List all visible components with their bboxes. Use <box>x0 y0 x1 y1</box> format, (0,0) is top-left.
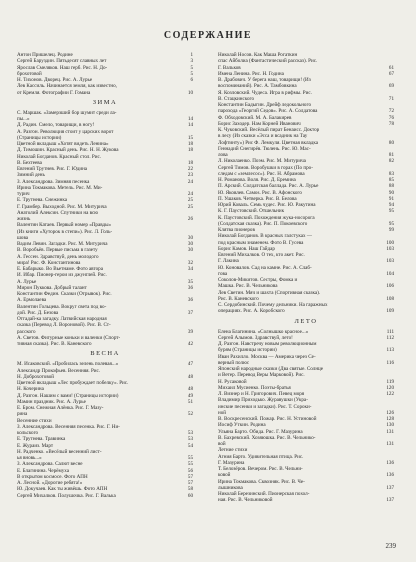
entry-page: 57 <box>187 480 193 486</box>
entry-title: З. Александрова. Салют весне <box>17 461 83 468</box>
entry-title: Мирон Пуккова. Добрый талант <box>17 284 87 291</box>
section-heading: ЛЕТО <box>294 317 318 325</box>
entry-page: 137 <box>386 497 394 504</box>
entry-page: 71 <box>388 95 394 102</box>
entry-page: 42 <box>187 341 193 347</box>
entry-title: Ирина Токмакова. Метель. Рис. М. Ми- <box>17 184 103 191</box>
entry-title: Н. Доброхотовой <box>17 373 54 380</box>
entry-title: вой <box>218 441 226 447</box>
entry-title: Мамин праздник. Рис. А. Лурье <box>17 398 86 405</box>
entry-page: 5 <box>190 64 193 71</box>
entry-page: 14 <box>187 122 193 129</box>
entry-title: сказка (Перевод Л. Вороновой). Рис. В. Ст- <box>17 322 111 329</box>
entry-title: от Кремля. Фотографии Г. Гомана <box>17 89 91 96</box>
entry-title: Вадим Левин. Загадки. Рис. М. Митурича <box>17 241 108 247</box>
entry-page: 32 <box>187 259 193 266</box>
entry-title: Иван Рахилло. Москва — Америка через Се- <box>218 353 316 360</box>
entry-page: 116 <box>386 359 394 366</box>
entry-page: 90 <box>388 189 394 196</box>
entry-page: 95 <box>388 220 394 227</box>
entry-title: Сергей Баруздин. Пятьдесят славных лет <box>17 58 107 65</box>
entry-title: З. Александрова. Зимняя песенка <box>17 178 90 185</box>
entry-page: 23 <box>187 172 193 179</box>
entry-title: Д. Разгон. Навстречу новым революционным <box>218 341 317 347</box>
entry-title: операциях. Рис. А. Коробского <box>218 308 285 315</box>
entry-title: следам с «землесос»). Рис. Н. Абрамова <box>218 170 305 177</box>
entry-title: А. Светов. Фигурные коньки и валенки (Спорт- <box>17 334 121 341</box>
entry-title: Д. Тимошин. Красный день. Рис. Н. Н. Жукова <box>17 147 119 154</box>
entry-page: 112 <box>386 334 394 341</box>
entry-title: Юрий Коваль. Семь чудес. Рис. Ю. Ракутина <box>218 202 316 208</box>
entry-title: Я. Козловский. Чудеса. Игра в рифмы. Рис. <box>218 89 312 96</box>
entry-title: Ульяна Барто. Обида. Рис. Г. Мазурина <box>218 428 303 435</box>
entry-page: 3 <box>190 58 193 65</box>
entry-title: С. Сердобинский. Почему дельники. На гаражных <box>218 302 328 308</box>
entry-title: расского <box>17 328 36 335</box>
entry-title: Зимний день <box>17 172 45 179</box>
entry-page: 30 <box>187 234 193 241</box>
entry-title: А. Лурье <box>17 278 37 285</box>
entry-title: Т. Белозёров. Вечером. Рис. В. Чельни- <box>218 466 303 472</box>
entry-page: 6 <box>190 77 193 83</box>
entry-page: 76 <box>388 114 394 121</box>
entry-title: Весенние стихи <box>17 417 52 424</box>
entry-page: 136 <box>386 459 394 466</box>
entry-title: Г. Лакина <box>218 258 239 265</box>
entry-title: Николай Богданов. В красных галстуках — <box>218 233 312 240</box>
entry-title: П. Ушаков. Четверка. Рис. В. Белова <box>218 195 297 202</box>
entry-page: 104 <box>386 270 394 277</box>
entry-title: ья вновь...» <box>17 455 42 461</box>
entry-title: И. Ибар. Пионер-герои из джунглей. Рис. <box>17 272 107 279</box>
contents-entry <box>218 308 394 314</box>
entry-page: 48 <box>187 373 193 380</box>
entry-title: В открытом космосе. Фото АПН <box>17 473 88 480</box>
entry-title: П. Арский. Солдатская баллада. Рис. А. Лурье <box>218 183 319 190</box>
section-heading: ЗИМА <box>92 98 118 106</box>
entry-title: Н. Тихонов. Дворец. Рис. А. Лурье <box>17 77 93 83</box>
entry-title: Г. Вальков <box>218 64 241 71</box>
entry-page: 91 <box>388 195 394 202</box>
entry-title: парохода «Георгий Седов». Рис. А. Солдатова <box>218 108 318 115</box>
entry-title: Соколов-Микитов. Сестры, Фомка и <box>218 277 298 283</box>
entry-title: Анатолий Алексин. Спутники на всю <box>17 209 99 216</box>
entry-title: Антон Пришелец. Родине <box>17 52 73 58</box>
entry-page: 120 <box>386 384 394 391</box>
entry-title: под красным знаменем. Фото В. Гусева <box>218 239 304 246</box>
entry-title: Ю. Коновалов. Сад на камне. Рис. А. Слаб- <box>218 264 312 271</box>
contents-entry <box>218 497 394 503</box>
entry-page: 25 <box>187 203 193 210</box>
entry-title: пы...» <box>17 116 30 122</box>
entry-page: 18 <box>187 141 193 147</box>
entry-title: К. Г. Паустовский. Отшельник <box>218 208 285 215</box>
entry-page: 25 <box>187 197 193 204</box>
entry-title: Н. Радченко. «Весёлый весенний лист- <box>17 448 102 455</box>
entry-title: В. Бехтеева <box>17 159 42 166</box>
entry-page: 100 <box>386 239 394 246</box>
entry-page: 108 <box>386 295 394 302</box>
entry-title: В. Бахревский. Хозяюшка. Рис. В. Чельнико- <box>218 434 316 441</box>
entry-page: 128 <box>386 416 394 422</box>
entry-page: 99 <box>388 227 394 233</box>
entry-title: К. Чуковский. Весёлый пират Бенаисс. Доктор <box>218 127 320 133</box>
entry-title: Лев Светин. Мяч и шахта (Спортивная сказка). <box>218 289 321 296</box>
entry-title: А. Гессен. Здравствуй, день молодого <box>17 253 99 260</box>
entry-page: 72 <box>388 108 394 115</box>
entry-page: 94 <box>388 202 394 208</box>
entry-title: брохотовой <box>17 70 42 77</box>
entry-title: Е. Благинина. Черёмуха <box>17 467 70 474</box>
entry-title: шова <box>17 234 29 241</box>
entry-page: 37 <box>187 309 193 316</box>
entry-title: Д. Разгон. Нашим с вами! (Страницы истории) <box>17 392 119 399</box>
entry-page: 18 <box>187 147 193 154</box>
entry-title: Борис Камов. Наш Гайдар <box>218 245 275 252</box>
entry-page: 54 <box>187 442 193 449</box>
entry-page: 81 <box>388 152 394 158</box>
entry-title: Лофтинту») Рис Ф. Лемкуля. Цветная вкладка <box>218 139 319 146</box>
entry-title: Рис. В. Каневского <box>218 295 259 302</box>
contents-entry <box>17 493 193 499</box>
entry-title: Евгений Трутнев. Рис. Г. Юдина <box>17 166 88 172</box>
entry-title: турич <box>17 191 30 197</box>
entry-title: (Из книги «Хуторок в степи»). Рис. Л. Голь- <box>17 228 113 235</box>
entry-title: Е. Трутнева. Снежинка <box>17 197 67 204</box>
entry-title: Е. Бабарыко. Во Вьетнаме. Фото автора <box>17 266 103 272</box>
entry-page: 48 <box>187 386 193 393</box>
entry-title: Л. Николаенко. Поэм. Рис. М. Митурича <box>218 158 306 165</box>
entry-page: 78 <box>388 120 394 127</box>
entry-page: 24 <box>187 191 193 197</box>
entry-page: 103 <box>386 245 394 252</box>
entry-page: 80 <box>388 139 394 146</box>
entry-page: 69 <box>388 83 394 90</box>
entry-page: 131 <box>386 441 394 447</box>
entry-page: 30 <box>187 241 193 247</box>
entry-title: Н. Кочерина <box>17 386 44 393</box>
entry-title: Николай Носов. Как Маша Рогаткин <box>218 52 298 58</box>
page-title: СОДЕРЖАНИЕ <box>163 30 253 41</box>
entry-page: 130 <box>386 422 394 429</box>
entry-title: (Страницы истории) <box>17 134 62 141</box>
entry-title: ная. Рис. В. Чельниковой <box>218 497 273 504</box>
entry-title: Цветной вкладыш «Хотят видеть Ленина» <box>17 141 109 147</box>
entry-title: Машка. Рис. В. Чельникова <box>218 283 278 290</box>
entry-page: 83 <box>388 170 394 177</box>
entry-title: жизнь <box>17 216 31 222</box>
entry-title: Д. Радин. Смело, товарищи, в ногу! <box>17 122 95 129</box>
entry-page: 56 <box>187 467 193 474</box>
entry-page: 39 <box>187 328 193 335</box>
entry-title: Николай Березинский. Пионерская похол- <box>218 491 310 497</box>
entry-title: (Солдатская сказка). Рис. П. Покоевского <box>218 220 308 227</box>
entry-title: К. Паустовский. Похождения жука-носорога <box>218 214 315 221</box>
entry-title: Агния Барто. Удивительная птица. Рис. <box>218 453 304 460</box>
entry-title: М. Исаковский. «Пробилась зелень полевая...» <box>17 361 119 368</box>
entry-page: 26 <box>187 216 193 222</box>
entry-title: В. Стацкинского <box>218 95 255 102</box>
entry-title: воспоминаний). Рис. А. Тамбовкина <box>218 83 297 90</box>
entry-title: В. Воробьёв. Первые письма в газету <box>17 247 98 254</box>
entry-page: 111 <box>386 328 394 335</box>
entry-page: 55 <box>187 461 193 468</box>
entry-title: Николай Богданов. Красный стол. Рис. <box>17 153 101 160</box>
entry-page: 85 <box>388 177 394 183</box>
entry-page: 24 <box>187 178 193 185</box>
entry-page: 103 <box>386 258 394 265</box>
contents-entry <box>17 90 193 96</box>
entry-title: В. Воскресенский. Пожар. Рис. Н. Устиновой <box>218 416 317 422</box>
entry-page: 61 <box>388 64 394 71</box>
entry-page: 34 <box>187 266 193 272</box>
entry-title: Е. Жураиз. Март <box>17 442 54 449</box>
entry-title: Н. Русаковой <box>218 378 247 385</box>
entry-title: ной <box>218 409 226 416</box>
entry-page: 126 <box>386 409 394 416</box>
entry-title: Лев Кассиль. Начинается земля, как известно, <box>17 83 117 90</box>
entry-page: 57 <box>187 473 193 480</box>
entry-title: Елена Благинина. «Солнышко красное...» <box>218 328 309 335</box>
entry-page: 113 <box>386 347 394 354</box>
entry-title: лова <box>218 152 228 158</box>
entry-title: гова <box>218 270 228 277</box>
entry-title: Александр Прокофьев. Весенняя. Рис. <box>17 367 101 374</box>
entry-page: 136 <box>386 472 394 479</box>
entry-title: А. Ермолаева <box>17 297 47 304</box>
entry-page: 18 <box>187 159 193 166</box>
entry-title: Сергей Михалков. Полушочка. Рис. Г. Валька <box>17 492 116 499</box>
entry-page: 52 <box>187 411 193 418</box>
entry-page: 55 <box>187 455 193 461</box>
entry-title: Ю. Докучаев. Как ты живёшь. Фото АПН <box>17 486 108 493</box>
entry-title: в лесу (Из сказки «Эсса и всадник на Тау <box>218 133 308 140</box>
entry-page: 49 <box>187 392 193 399</box>
entry-title: ковой <box>218 472 231 479</box>
section-heading: ВЕСНА <box>90 350 120 358</box>
entry-title: спас Айболиа (Фантастический рассказ). Рис. <box>218 58 318 65</box>
entry-title: З. Александрова. Весенняя песенка. Рис. Г. Ни- <box>17 423 120 430</box>
entry-title: бурям (Страницы истории) <box>218 347 277 354</box>
entry-title: Е. Трутнева. Травинка <box>17 436 66 443</box>
entry-title: Валентин Катаев. Первый номер «Правды» <box>17 222 112 229</box>
entry-title: Константин Федин. Сказки (Отрывок). Рис. <box>17 291 112 297</box>
entry-title: Летние стихи <box>218 447 248 454</box>
entry-page: 1 <box>190 52 193 58</box>
entry-page: 95 <box>388 208 394 215</box>
entry-title: инские песенки и загадки). Рис. Т. Сороки- <box>218 403 312 410</box>
entry-title: дой. Рис. Д. Безова <box>17 309 59 316</box>
entry-page: 14 <box>187 116 193 122</box>
entry-page: 36 <box>187 297 193 304</box>
entry-title: С. Маршак. «Замерзший бор шумит среди ла- <box>17 109 117 116</box>
entry-title: лышникова <box>218 484 243 491</box>
entry-title: кольского <box>17 430 39 436</box>
entry-page: 137 <box>386 484 394 491</box>
entry-title: Ярослав Смеляков. Наш герб. Рис. Н. До- <box>17 64 108 71</box>
page-number: 239 <box>385 542 396 550</box>
entry-title: Е. Бром. Снежная Алёнка. Рис. Г. Мазу- <box>17 405 104 411</box>
entry-page: 82 <box>388 158 394 165</box>
entry-page: 10 <box>187 89 193 96</box>
entry-page: 106 <box>386 283 394 290</box>
entry-page: 47 <box>187 361 193 368</box>
entry-page: 109 <box>386 308 394 315</box>
entry-title: Борис Заходер. Нам Корней Иванович <box>218 120 301 127</box>
entry-title: Ф. Обходовский. М. А. Балакирев <box>218 114 292 121</box>
entry-page: 35 <box>187 278 193 285</box>
entry-title: А. Разгон. Революция стоит у царских ворот <box>17 128 114 135</box>
entry-title: Евгений Михалков. О тех, кто акет. Рис. <box>218 252 305 258</box>
entry-page: 36 <box>187 284 193 291</box>
entry-title: Л. Визнер и Н. Григорович. Певец моря <box>218 391 305 397</box>
entry-title: Иосиф Уткин. Родина <box>218 422 266 429</box>
entry-title: Г. Грамбер. Выходной. Рис. М. Митурича <box>17 203 107 210</box>
entry-title: Михаил Мусиенко. Поэты-братья <box>218 384 291 391</box>
entry-title: Геннадий Снегирёв. Тюлень. Рис. Ю. Мас- <box>218 145 311 152</box>
entry-title: Клятва пионеров <box>218 227 255 233</box>
contents-entry <box>17 341 193 347</box>
entry-title: верный полюс <box>218 359 250 366</box>
entry-title: Н. Романова. Воля. Рис. Д. Еремина <box>218 177 296 183</box>
entry-page: 60 <box>187 492 193 499</box>
entry-title: Цветной вкладыш «Лес пробуждает побелку». Рис. <box>17 380 129 386</box>
entry-title: Владимир Приходько. Журавушки (Укра- <box>218 397 308 404</box>
entry-title: Ю. Яковлев. Самоs. Рис. В. Афонского <box>218 189 302 196</box>
entry-page: 22 <box>187 166 193 172</box>
entry-title: Сергей Тимов. Воробушки в горах (По про- <box>218 164 313 171</box>
entry-title: Отгадай-ка загадку. Латвийская народная <box>17 316 107 322</box>
entry-page: 30 <box>187 247 193 254</box>
right-column <box>218 52 394 504</box>
entry-title: Валентин Гольцева. Вокруг света под во- <box>17 303 107 310</box>
left-column <box>17 52 193 499</box>
entry-page: 53 <box>187 436 193 443</box>
entry-page: 51 <box>187 398 193 405</box>
entry-page: 88 <box>388 183 394 190</box>
entry-page: 67 <box>388 70 394 77</box>
entry-page: 58 <box>187 486 193 493</box>
entry-title: тивная сказка). Рис. В. Каневского <box>17 341 92 347</box>
entry-page: 15 <box>187 134 193 141</box>
entry-title: Японский народные сказки (Два святые. Солнце <box>218 366 324 372</box>
entry-page: 131 <box>386 428 394 435</box>
entry-page: 122 <box>386 391 394 397</box>
entry-title: Ирина Токмакова. Сквозняк. Рис. В. Че- <box>218 478 305 485</box>
entry-title: Сергей Алымов. Здравствуй, лето! <box>218 334 293 341</box>
entry-title: Константин Бадыгин. Дрейф ледокольного <box>218 102 311 108</box>
entry-page: 119 <box>386 378 394 385</box>
entry-title: Имена Ленина. Рис. Н. Година <box>218 70 284 77</box>
entry-title: и Ветер. Перевод Веры Марковой). Рис. <box>218 372 305 379</box>
entry-page: 5 <box>190 70 193 77</box>
entry-page: 53 <box>187 430 193 436</box>
entry-title: В. Драбович. У берега наш, товарищи! (Из <box>218 77 311 83</box>
entry-title: Г. Мазурина <box>218 459 245 466</box>
entry-title: А. Лесной. «Дорогие ребята!» <box>17 480 83 486</box>
entry-title: мира! Рис. Ф. Константинова <box>17 259 81 266</box>
entry-title: рина <box>17 411 28 418</box>
